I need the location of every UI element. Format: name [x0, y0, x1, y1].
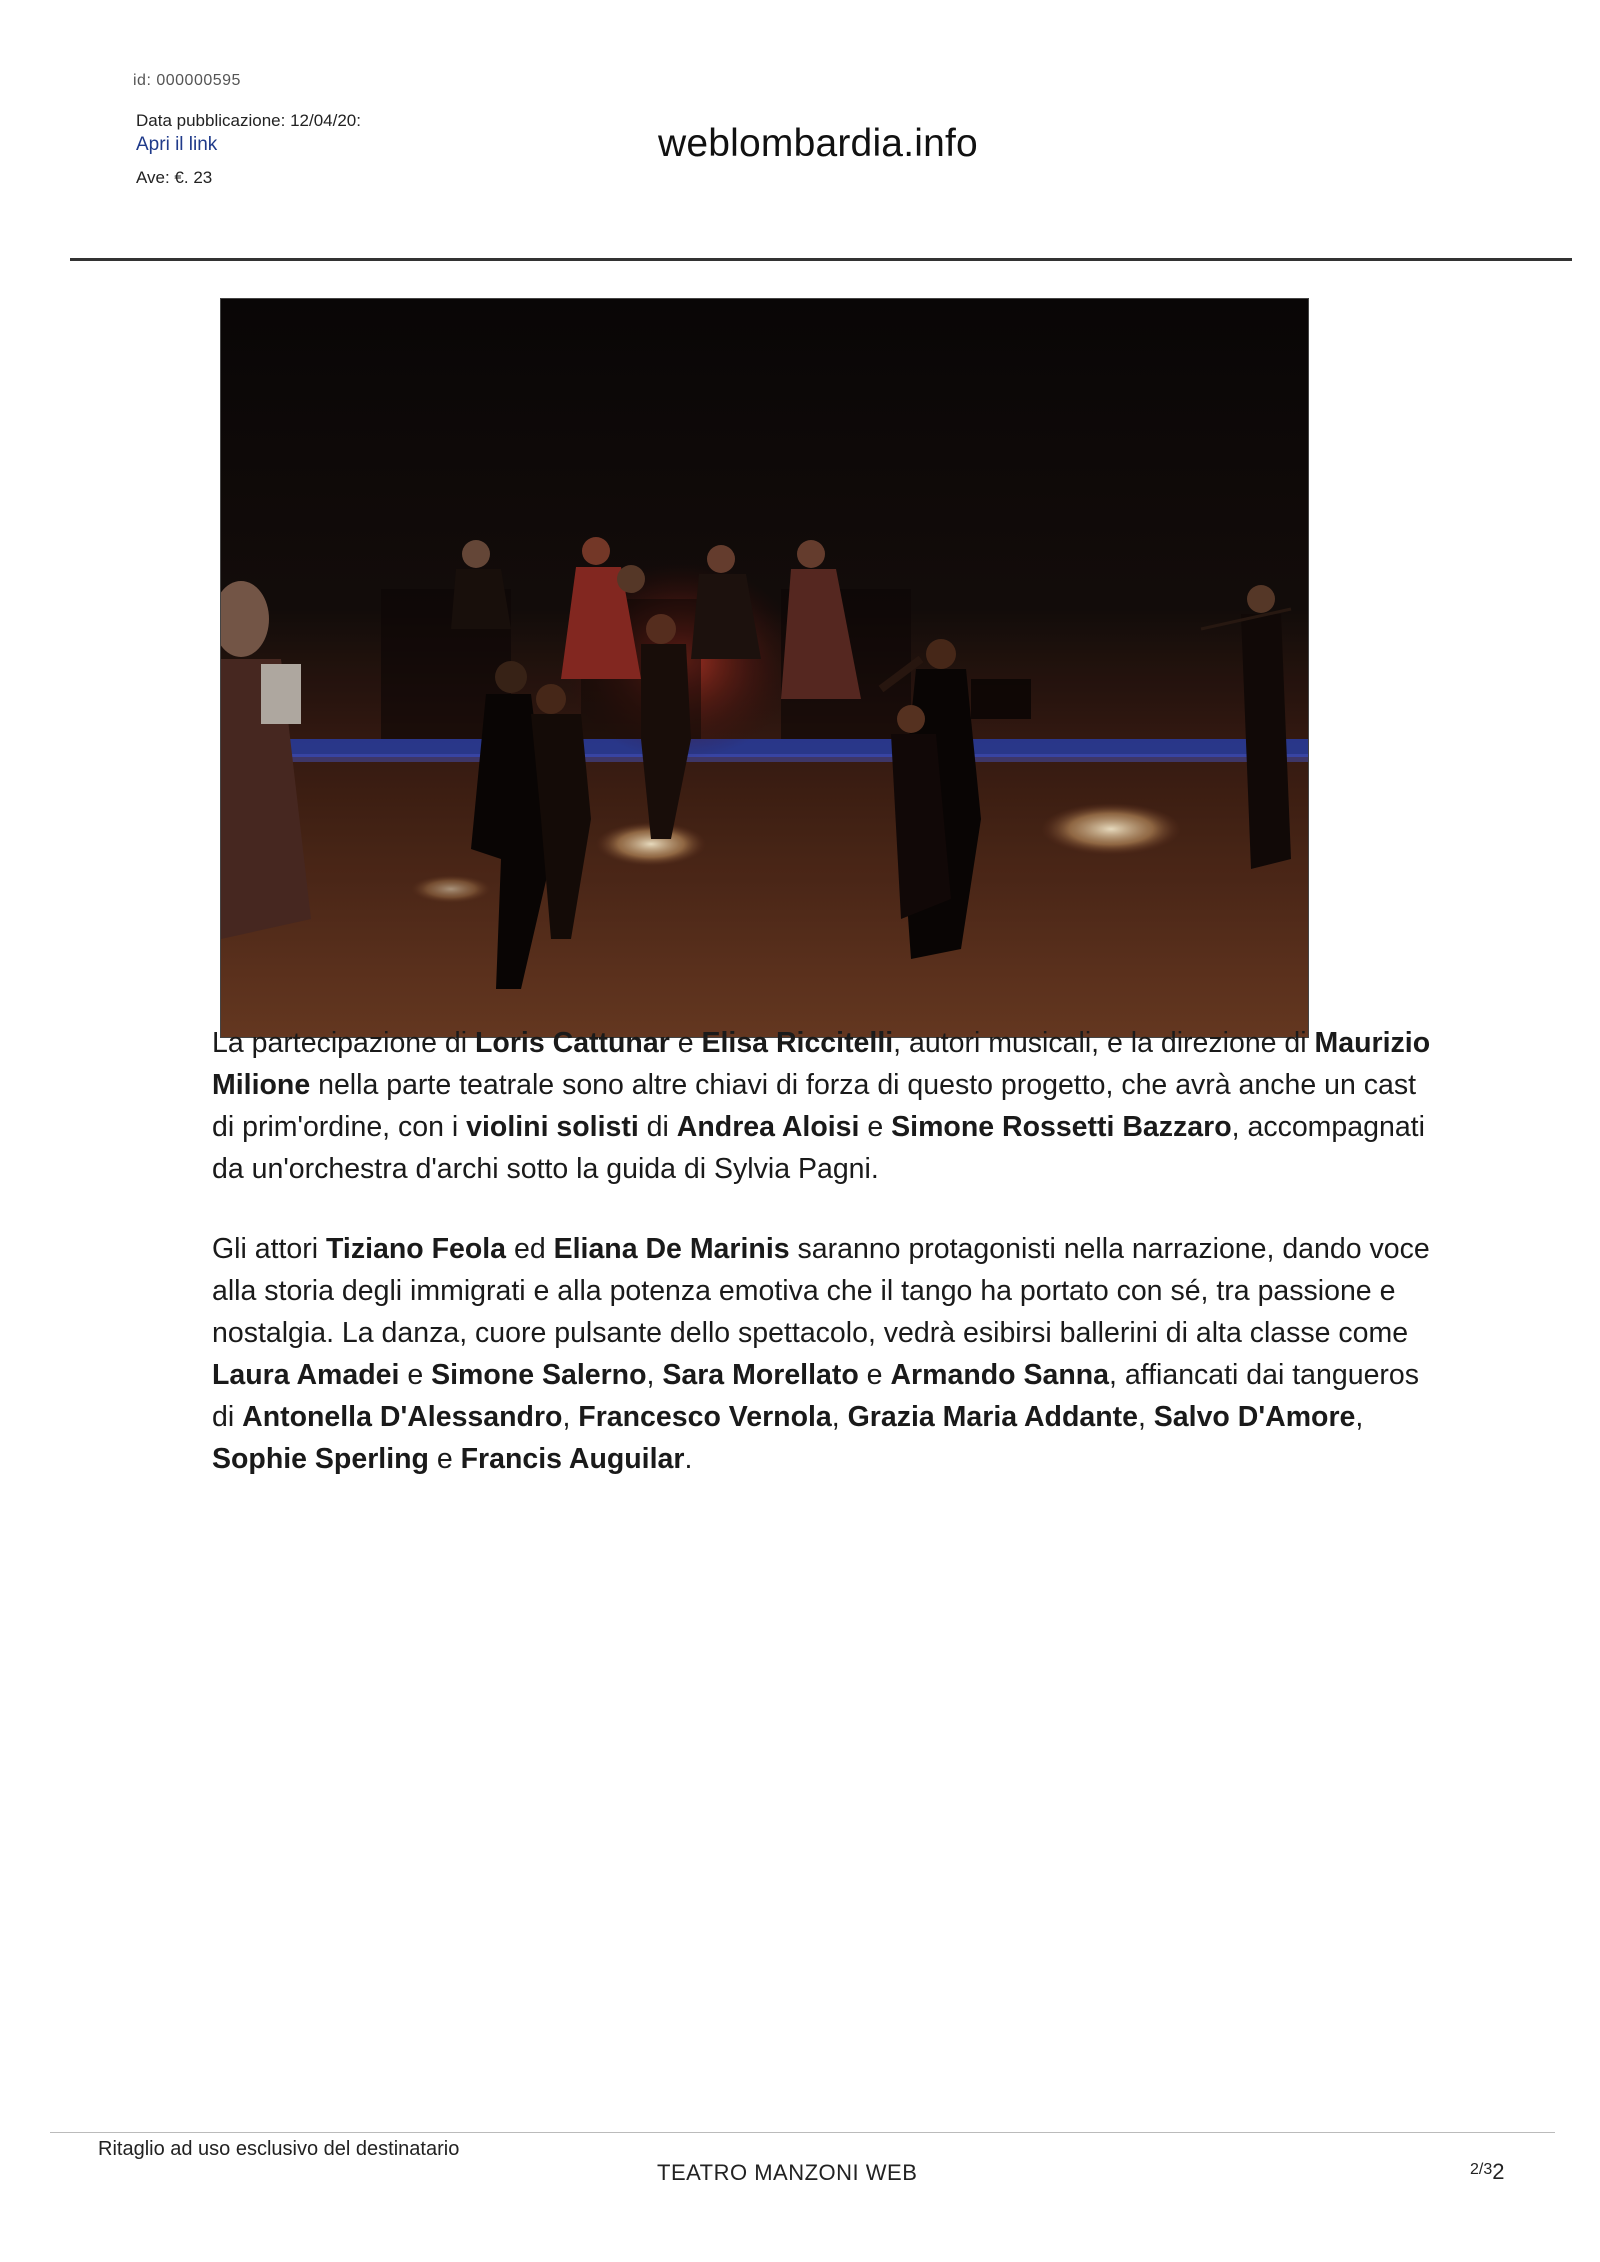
- bold-name: Antonella D'Alessandro: [242, 1401, 563, 1433]
- text-run: , affiancati dai tangueros di: [212, 1359, 1420, 1433]
- bold-name: Armando Sanna: [890, 1359, 1109, 1391]
- text-run: ,: [831, 1401, 848, 1433]
- text-run: e: [858, 1359, 891, 1391]
- page-number: 2: [1492, 2159, 1505, 2184]
- ave-value: Ave: €. 23: [136, 168, 213, 187]
- text-run: e: [399, 1359, 432, 1391]
- footer-source: TEATRO MANZONI WEB: [657, 2160, 918, 2185]
- text-run: saranno protagonisti nella narrazione, dando voce alla storia degli immigrati e alla potenza emotiva che il tango ha portato con sé, tra passione e nostalgia. La danza, cuore pulsante dello spettacolo, vedrà esibirsi ballerini di alta classe come: [212, 1233, 1430, 1349]
- publication-date-value: 12/04/20:: [290, 111, 361, 130]
- site-name: weblombardia.info: [658, 122, 978, 165]
- text-run: La partecipazione di: [212, 1027, 476, 1059]
- bold-name: Eliana De Marinis: [553, 1233, 790, 1265]
- text-run: e: [669, 1027, 702, 1059]
- text-run: ed: [506, 1233, 554, 1265]
- text-run: Gli attori: [212, 1233, 327, 1265]
- text-run: ,: [562, 1401, 579, 1433]
- bold-name: Simone Rossetti Bazzaro: [891, 1111, 1232, 1143]
- bold-name: Maurizio Milione: [212, 1027, 1431, 1101]
- text-run: ,: [646, 1359, 663, 1391]
- publication-date: [136, 111, 361, 131]
- bold-name: Grazia Maria Addante: [847, 1401, 1138, 1433]
- page-fraction: 2/3: [1470, 2161, 1493, 2178]
- bold-name: Simone Salerno: [431, 1359, 647, 1391]
- bold-name: Sophie Sperling: [212, 1443, 429, 1475]
- article-body: [212, 1022, 1442, 1480]
- bold-name: Andrea Aloisi: [676, 1111, 860, 1143]
- header-divider: [70, 258, 1572, 261]
- text-run: nella parte teatrale sono altre chiavi di forza di questo progetto, che avrà anche un cast di prim'ordine, con i: [212, 1069, 1417, 1143]
- text-run: .: [684, 1443, 693, 1475]
- text-run: e: [428, 1443, 461, 1475]
- page-indicator: [1470, 2159, 1505, 2185]
- bold-name: Loris Cattunar: [475, 1027, 670, 1059]
- text-run: ,: [1355, 1401, 1364, 1433]
- bold-name: Salvo D'Amore: [1153, 1401, 1356, 1433]
- footer-disclaimer: Ritaglio ad uso esclusivo del destinatario: [98, 2138, 460, 2160]
- text-run: e: [859, 1111, 892, 1143]
- footer-divider: [50, 2132, 1555, 2133]
- text-run: , autori musicali, e la direzione di: [893, 1027, 1315, 1059]
- bold-name: Francis Auguilar: [460, 1443, 685, 1475]
- article-paragraph-2: [212, 1228, 1442, 1480]
- bold-name: Tiziano Feola: [326, 1233, 507, 1265]
- text-run: di: [638, 1111, 677, 1143]
- open-link[interactable]: Apri il link: [136, 134, 218, 155]
- bold-name: Sara Morellato: [662, 1359, 859, 1391]
- clipping-id: id: 000000595: [133, 72, 241, 89]
- text-run: ,: [1137, 1401, 1154, 1433]
- stage-photo: [220, 298, 1309, 1038]
- bold-name: violini solisti: [466, 1111, 639, 1143]
- text-run: , accompagnati da un'orchestra d'archi sotto la guida di Sylvia Pagni.: [212, 1111, 1425, 1185]
- bold-name: Laura Amadei: [212, 1359, 400, 1391]
- bold-name: Elisa Riccitelli: [701, 1027, 894, 1059]
- article-paragraph-1: [212, 1022, 1442, 1190]
- bold-name: Francesco Vernola: [578, 1401, 832, 1433]
- publication-date-label: Data pubblicazione:: [136, 111, 286, 130]
